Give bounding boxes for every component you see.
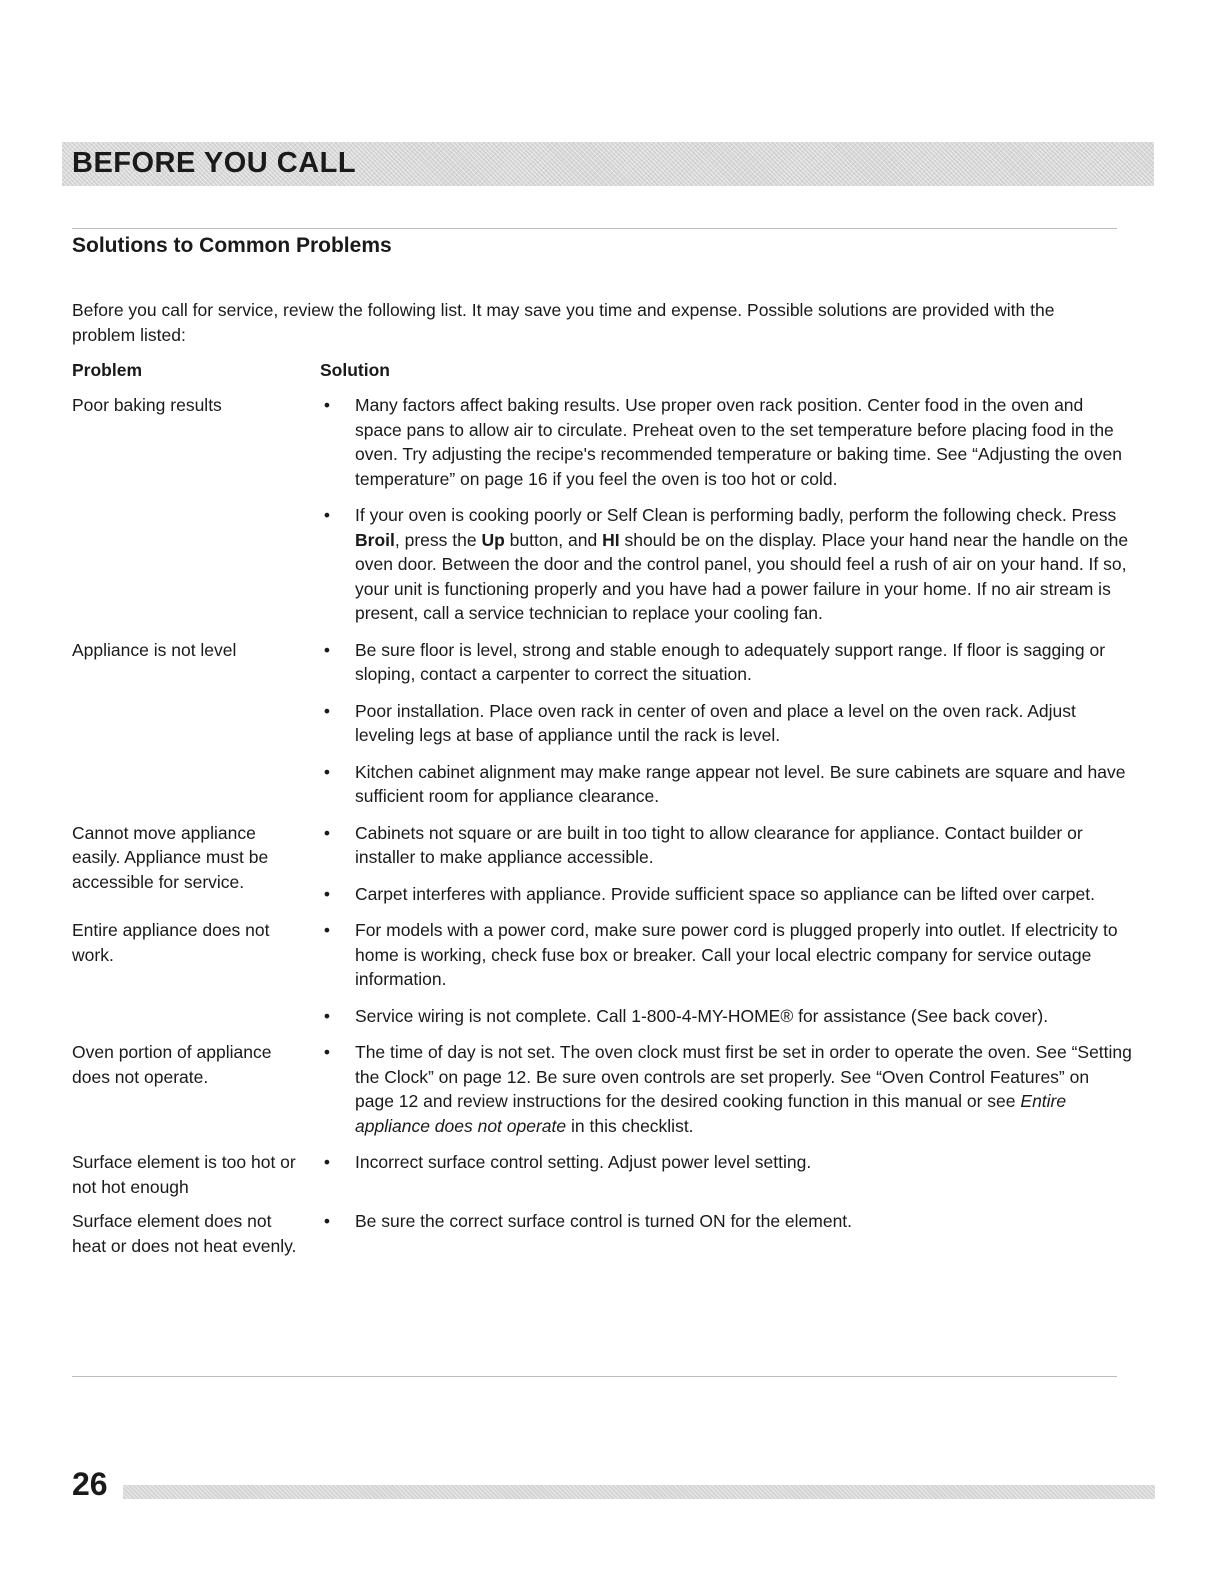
solution-text <box>355 1040 1132 1138</box>
text-run: For models with a power cord, make sure power cord is plugged properly into outlet. If electricity to home is working, check fuse box or breaker. Call your local electric company for service outage information. <box>355 920 1118 989</box>
solution-text <box>355 699 1132 748</box>
solution-item <box>322 393 1132 491</box>
solution-list <box>322 638 1132 809</box>
solution-text <box>355 821 1132 870</box>
bullet-icon: • <box>323 761 331 782</box>
italic-text: Entire appliance does not operate <box>355 1091 1067 1136</box>
problem-text: Appliance is not level <box>72 639 237 660</box>
footer-bar <box>123 1485 1155 1499</box>
solution-item <box>322 1040 1132 1138</box>
solution-item <box>322 918 1132 992</box>
text-run: The time of day is not set. The oven clock must first be set in order to operate the oven. See “Setting the Clock” on page 12. Be sure oven controls are set properly. See “Oven Control Features” on page 12 and review instructions for the desired cooking function in this manual or see <box>355 1042 1132 1111</box>
solution-list <box>322 918 1132 1028</box>
column-header-solution: Solution <box>320 360 390 380</box>
text-run: Cabinets not square or are built in too tight to allow clearance for appliance. Contact builder or installer to make appliance accessible. <box>355 822 1083 867</box>
problem-row <box>72 1150 1132 1209</box>
top-divider <box>72 228 1117 229</box>
solution-item <box>322 1150 1132 1175</box>
text-run: If your oven is cooking poorly or Self Clean is performing badly, perform the following check. Press <box>355 505 1117 525</box>
bullet-icon: • <box>323 1042 331 1062</box>
solution-text <box>355 760 1132 809</box>
solution-item <box>322 638 1132 687</box>
solution-text <box>355 393 1132 491</box>
column-header-problem: Problem <box>72 360 143 380</box>
bullet-icon: • <box>323 639 331 660</box>
solution-list <box>322 1150 1132 1175</box>
problem-row <box>72 638 1132 809</box>
problem-text: Surface element is too hot or not hot enough <box>72 1152 296 1197</box>
solution-list <box>322 821 1132 907</box>
solution-item <box>322 1209 1132 1234</box>
solution-item <box>322 503 1132 626</box>
bullet-icon: • <box>323 822 331 843</box>
solution-list <box>322 1209 1132 1234</box>
solution-text <box>355 1150 1132 1175</box>
solution-item <box>322 1004 1132 1029</box>
solution-item <box>322 760 1132 809</box>
text-run: should be on the display. Place your hand near the handle on the oven door. Between the door and the control panel, you should feel a rush of air on your hand. If so, your unit is functioning properly and you have had a power failure in your home. If no air stream is present, call a service technician to replace your cooling fan. <box>355 529 1129 623</box>
bullet-icon: • <box>323 395 331 415</box>
text-run: Be sure floor is level, strong and stable enough to adequately support range. If floor is sagging or sloping, contact a carpenter to correct the situation. <box>355 639 1106 684</box>
solution-text <box>355 638 1132 687</box>
solution-text <box>355 1209 1132 1234</box>
text-run: Incorrect surface control setting. Adjust power level setting. <box>355 1152 812 1172</box>
problem-text: Poor baking results <box>72 395 222 415</box>
bullet-icon: • <box>323 1005 331 1026</box>
page-number: 26 <box>72 1466 108 1502</box>
text-run: Many factors affect baking results. Use proper oven rack position. Center food in the oven and space pans to allow air to circulate. Preheat oven to the set temperature before placing food in the oven. Try adjusting the recipe's recommended temperature or baking time. See “Adjusting the oven temperature” on page 16 if you feel the oven is too hot or cold. <box>355 395 1122 489</box>
intro-paragraph: Before you call for service, review the following list. It may save you time and expense. Possible solutions are provided with the problem listed: <box>72 300 1055 345</box>
solution-text <box>355 503 1132 626</box>
problem-row <box>72 393 1132 626</box>
text-run: Be sure the correct surface control is turned ON for the element. <box>355 1211 853 1231</box>
solution-list <box>322 393 1132 626</box>
text-run: , press the <box>394 529 482 550</box>
bottom-divider <box>72 1376 1117 1377</box>
bullet-icon: • <box>323 1152 331 1172</box>
text-run: Service wiring is not complete. Call 1-800-4-MY-HOME® for assistance (See back cover). <box>355 1005 1049 1026</box>
solution-item <box>322 699 1132 748</box>
problem-solution-list <box>72 393 1132 1268</box>
problem-row <box>72 1209 1132 1268</box>
problem-row <box>72 821 1132 907</box>
solution-item <box>322 882 1132 907</box>
text-run: Poor installation. Place oven rack in center of oven and place a level on the oven rack. Adjust leveling legs at base of appliance until the rack is level. <box>355 700 1076 745</box>
problem-row <box>72 918 1132 1028</box>
bullet-icon: • <box>323 505 331 525</box>
solution-item <box>322 821 1132 870</box>
solution-text <box>355 1004 1132 1029</box>
bullet-icon: • <box>323 920 331 940</box>
bullet-icon: • <box>323 700 331 721</box>
problem-text: Cannot move appliance easily. Appliance must be accessible for service. <box>72 822 269 892</box>
solution-text <box>355 882 1132 907</box>
bold-text: Up <box>481 529 505 550</box>
bold-text: Broil <box>355 529 395 550</box>
section-title: Solutions to Common Problems <box>72 234 392 257</box>
bullet-icon: • <box>323 1211 331 1231</box>
solution-list <box>322 1040 1132 1138</box>
problem-text: Surface element does not heat or does not heat evenly. <box>72 1211 297 1256</box>
problem-text: Oven portion of appliance does not operate. <box>72 1042 272 1087</box>
problem-text: Entire appliance does not work. <box>72 920 270 965</box>
text-run: in this checklist. <box>566 1115 694 1136</box>
solution-text <box>355 918 1132 992</box>
bullet-icon: • <box>323 883 331 904</box>
text-run: Carpet interferes with appliance. Provide sufficient space so appliance can be lifted over carpet. <box>355 883 1095 904</box>
problem-row <box>72 1040 1132 1138</box>
bold-text: HI <box>602 529 620 550</box>
page-heading: BEFORE YOU CALL <box>72 147 357 179</box>
text-run: Kitchen cabinet alignment may make range appear not level. Be sure cabinets are square and have sufficient room for appliance clearance. <box>355 761 1126 806</box>
text-run: button, and <box>504 529 603 550</box>
